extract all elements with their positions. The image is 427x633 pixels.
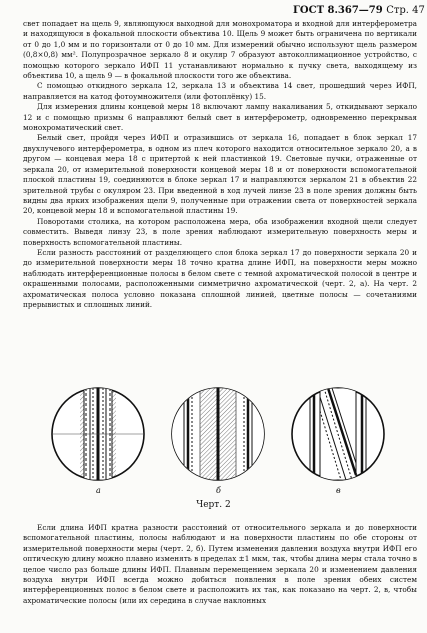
paragraph: Поворотами столика, на котором расположена мера, оба изображения входной щели следует совместить. Выведя линзу 23, в поле зрения наблюдают измерительную поверхность меры и поверхность вспомогательной пластины. [23, 216, 417, 247]
figure-caption: Черт. 2 [196, 500, 231, 510]
paragraph: Для измерения длины концевой меры 18 включают лампу накаливания 5, откидывают зеркало 12 и с помощью призмы 6 направляют белый свет в интерферометр, одновременно перекрывая монохроматический свет. [23, 102, 417, 133]
bottom-text [23, 523, 417, 606]
figure-label-b: б [216, 486, 221, 495]
page-header [293, 5, 425, 16]
figure-labels [0, 486, 427, 498]
figure-c [292, 385, 384, 483]
figure-a [52, 385, 144, 483]
standard-number: ГОСТ 8.367—79 [293, 5, 383, 16]
page-number: Стр. 47 [386, 5, 425, 16]
paragraph: Если разность расстояний от разделяющего слоя блока зеркал 17 до поверхности зеркала 20 и до измерительной поверхности меры 18 точно кратна длине ИФП, на поверхности меры можно наблюдать интерференционные полосы в белом свете с темной ахроматической полосой в центре и окрашенными полосами, расположенными симметрично ахроматической (черт. 2, а). На черт. 2 ахроматическая полоса условно показана сплошной линией, цветные полосы — сочетаниями прерывистых и сплошных линий. [23, 247, 417, 309]
figure-label-a: а [96, 486, 101, 495]
paragraph: свет попадает на щель 9, являющуюся выходной для монохроматора и входной для интерферометра и находящуюся в фокальной плоскости объектива 10. Щель 9 может быть ограничена по вертикали от 0 до 1,0 мм и по горизонтали от 0 до 10 мм. Для измерений обычно используют щель размером (0,8×0,8) мм². Полупрозрачное зеркало 8 и окуляр 7 образуют автоколлимационное устройство, с помощью которого зеркало ИФП 11 устанавливают нормально к пучку света, выходящему из объектива 10, а щель 9 — в фокальной плоскости того же объектива. [23, 19, 417, 81]
paragraph: Белый свет, пройдя через ИФП и отразившись от зеркала 16, попадает в блок зеркал 17 двухлучевого интерферометра, в одном из плеч которого находится относительное зеркало 20, а в другом — концевая мера 18 с притертой к ней пластинкой 19. Световые пучки, отраженные от зеркала 20, от измерительной поверхности концевой меры 18 и от поверхности вспомогательной плоской пластины 19, соединяются в блоке зеркал 17 и направляются зеркалом 21 в объектив 22 зрительной трубы с окуляром 23. При введенной в ход лучей линзе 23 в поле зрения должны быть видны два ярких изображения щели 9, полученные при отражении света от поверхностей зеркала 20, концевой меры 18 и вспомогательной пластины 19. [23, 133, 417, 216]
paragraph: С помощью откидного зеркала 12, зеркала 13 и объектива 14 свет, прошедший через ИФП, направляется на катод фотоумножителя (или фотоплёнку) 15. [23, 81, 417, 101]
figure-2 [48, 385, 388, 483]
body-text [23, 19, 417, 310]
paragraph: Если длина ИФП кратна разности расстояний от относительного зеркала и до поверхности вспомогательной пластины, полосы наблюдают и на поверхности пластины по обе стороны от измерительной поверхности меры (черт. 2, б). Путем изменения давления воздуха внутри ИФП его оптическую длину можно плавно изменять в пределах ±1 мкм, так, чтобы длина меры стала точно в целое число раз больше длины ИФП. Плавным перемещением зеркала 20 и изменением давления воздуха внутри ИФП всегда можно добиться появления в поле зрения обеих систем интерференционных полос в белом свете и расположить их так, как показано на черт. 2, в, чтобы ахроматические полосы (или их середина в случае наклонных [23, 523, 417, 605]
figure-b [172, 385, 264, 483]
figure-label-c: в [336, 486, 341, 495]
